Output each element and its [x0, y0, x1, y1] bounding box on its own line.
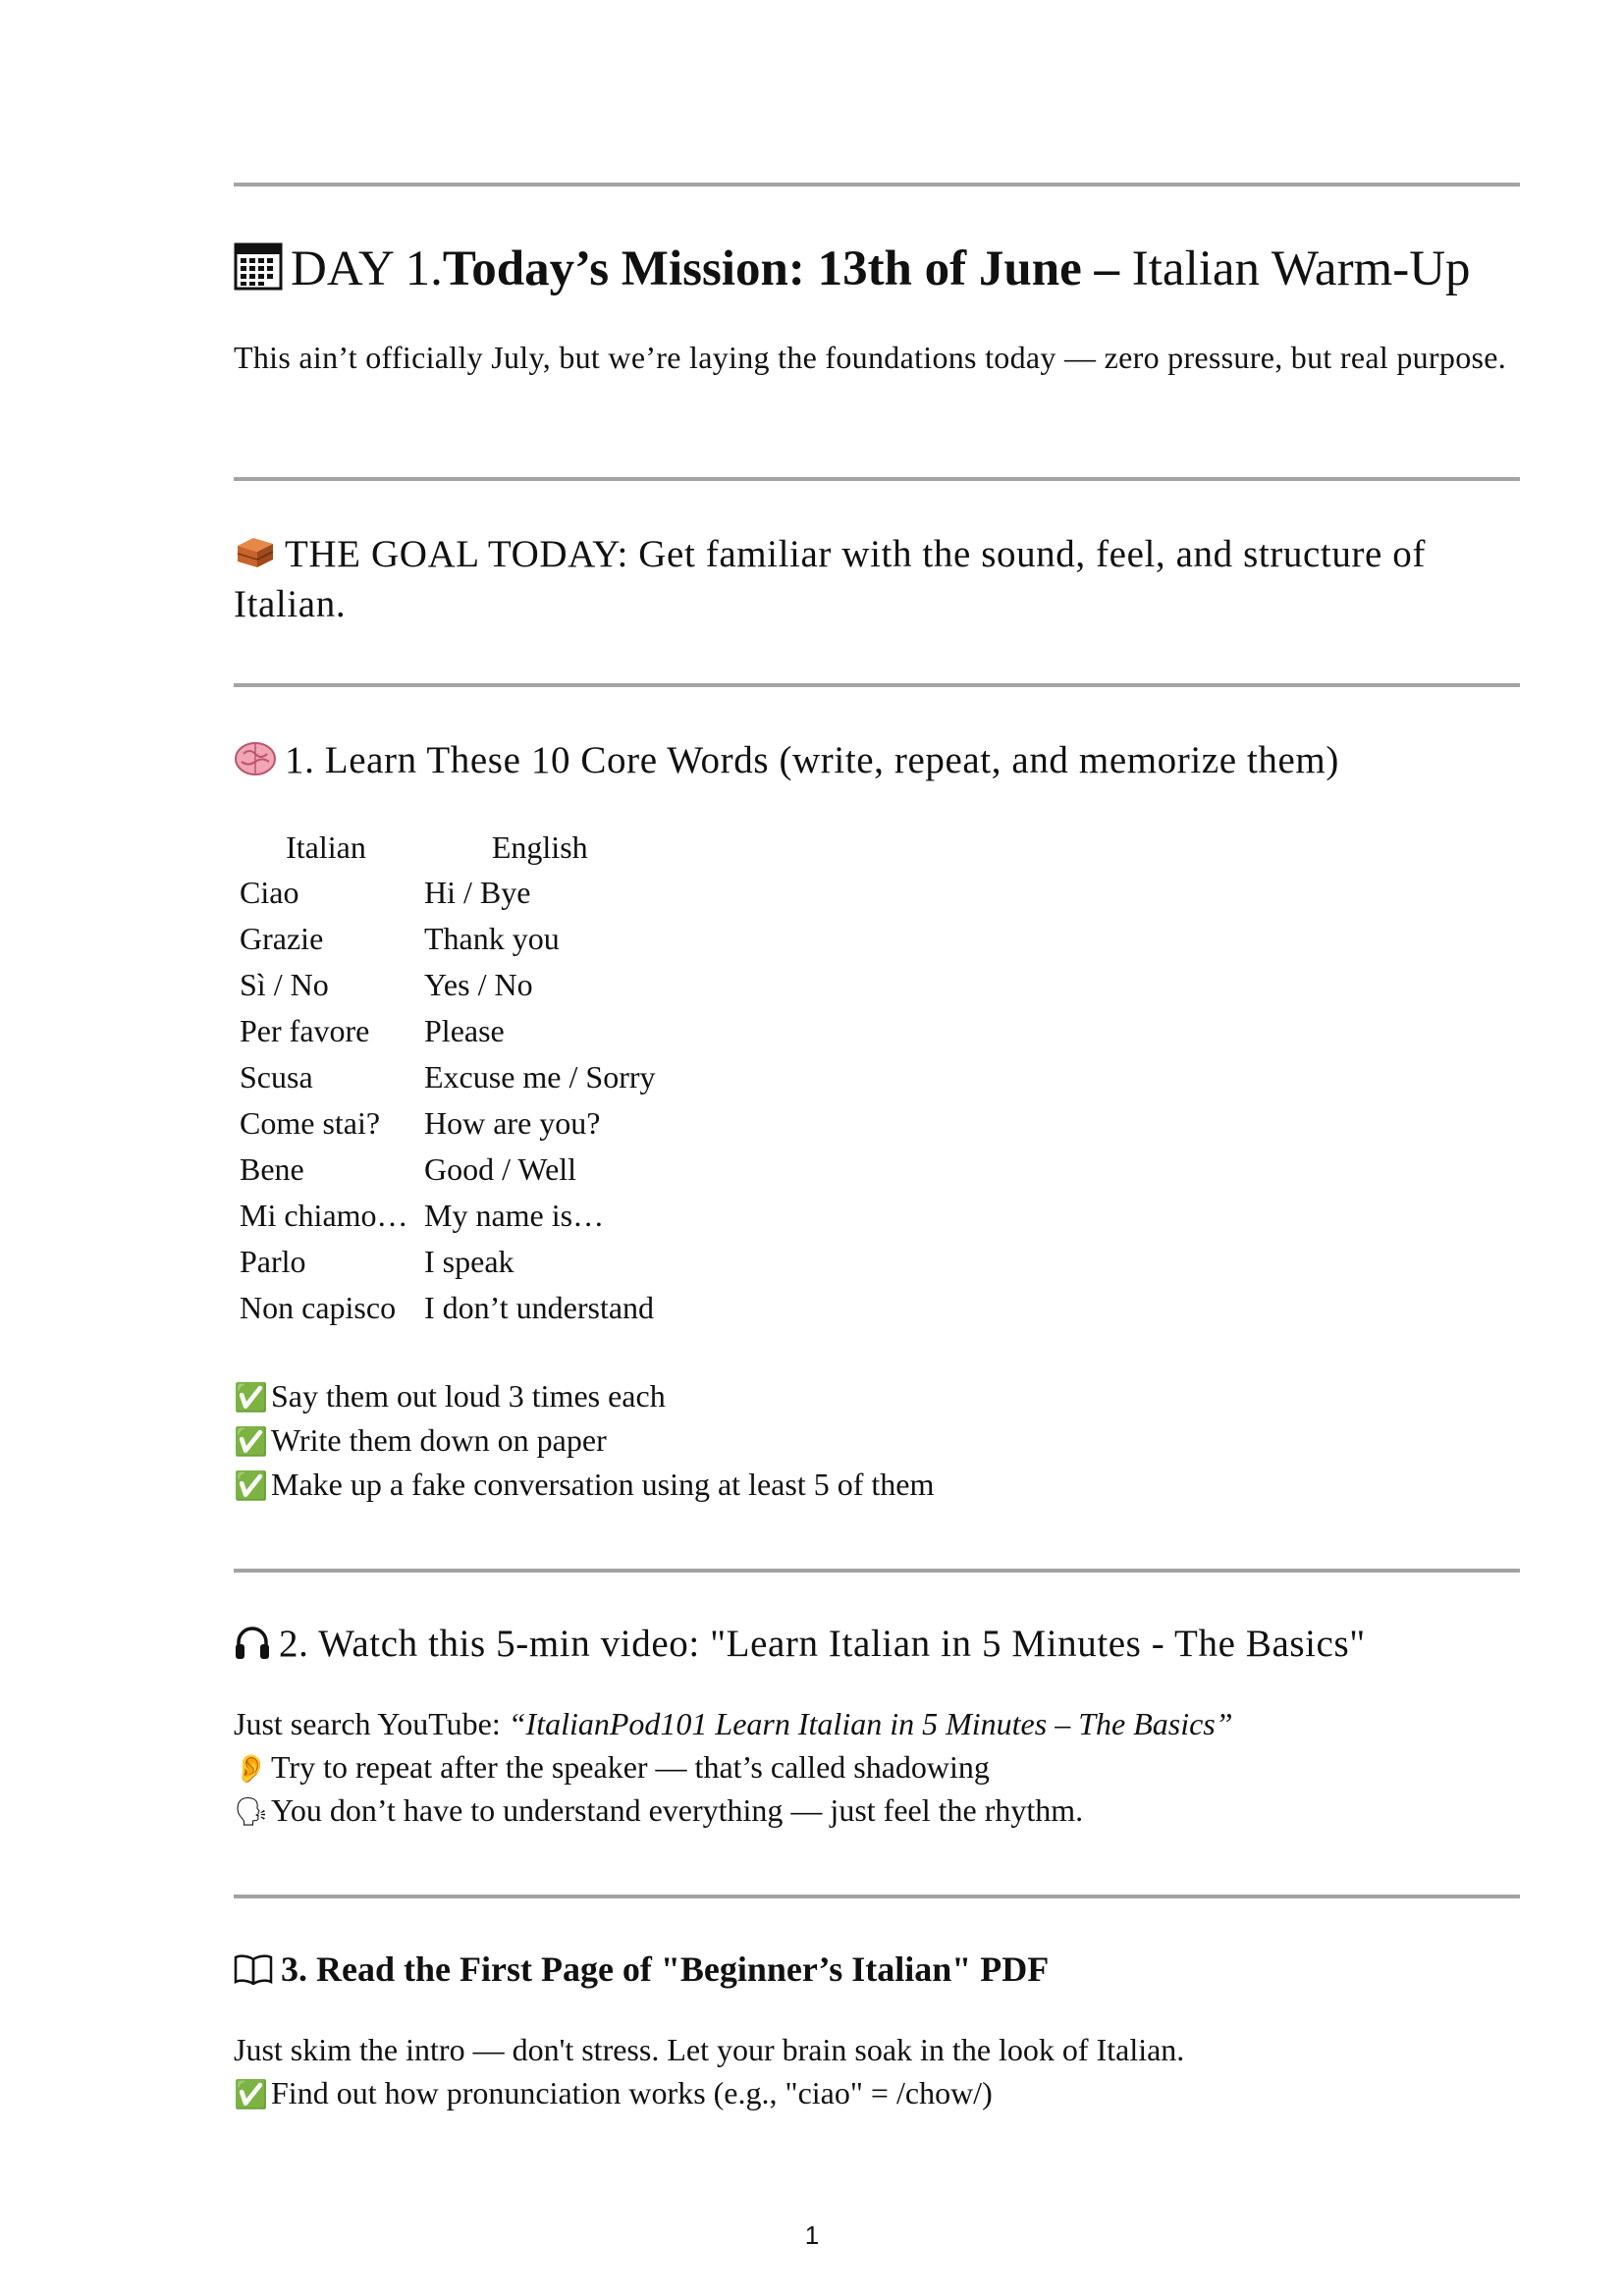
divider	[234, 477, 1520, 481]
table-row	[234, 1100, 662, 1147]
english-word: Good / Well	[424, 1151, 577, 1187]
english-word: My name is…	[424, 1198, 605, 1233]
section3-text: Just skim the intro — don't stress. Let your brain soak in the look of Italian.	[234, 2032, 1185, 2067]
table-row	[234, 1008, 662, 1054]
page-title	[234, 240, 1471, 304]
tip-text: You don’t have to understand everything — just feel the rhythm.	[271, 1792, 1084, 1828]
check-item	[234, 1463, 934, 1508]
check-text: Say them out loud 3 times each	[271, 1378, 666, 1414]
table-row	[234, 1285, 662, 1331]
day-label: DAY 1.	[291, 241, 443, 296]
column-header-english: English	[491, 828, 588, 865]
italian-word: Scusa	[240, 1059, 313, 1095]
section3-title: 3. Read the First Page of "Beginner’s Italian" PDF	[281, 1949, 1050, 1989]
headphones-icon	[234, 1624, 271, 1672]
table-row	[234, 916, 662, 962]
divider	[234, 683, 1520, 687]
goal-heading	[234, 532, 1520, 627]
open-book-icon	[234, 1951, 273, 1995]
document-page	[234, 0, 1520, 2296]
english-word: Yes / No	[424, 967, 533, 1002]
column-header-italian: Italian	[286, 828, 366, 865]
english-word: How are you?	[424, 1105, 601, 1141]
goal-text: THE GOAL TODAY: Get familiar with the sound, feel, and structure of Italian.	[234, 533, 1426, 625]
tip-item	[234, 1789, 1083, 1834]
table-row	[234, 1239, 662, 1285]
search-query: “ItalianPod101 Learn Italian in 5 Minutes – The Basics”	[508, 1706, 1233, 1741]
italian-word: Grazie	[240, 921, 324, 956]
check-item	[234, 1374, 666, 1419]
table-header-row	[234, 825, 662, 870]
section2-title: 2. Watch this 5-min video: "Learn Italian in 5 Minutes - The Basics"	[279, 1623, 1366, 1665]
speaking-head-icon: 🗣	[234, 1795, 269, 1828]
italian-word: Per favore	[240, 1013, 370, 1048]
checkmark-icon: ✅	[234, 1381, 268, 1414]
section1-title: 1. Learn These 10 Core Words (write, repeat, and memorize them)	[285, 739, 1339, 781]
ear-icon: 👂	[234, 1752, 268, 1785]
table-row	[234, 962, 662, 1008]
italian-word: Bene	[240, 1151, 304, 1187]
divider	[234, 183, 1520, 187]
tip-item	[234, 1745, 990, 1790]
checkmark-icon: ✅	[234, 1425, 268, 1458]
tip-text: Try to repeat after the speaker — that’s called shadowing	[271, 1749, 990, 1785]
vocabulary-table	[234, 825, 662, 1331]
english-word: Excuse me / Sorry	[424, 1059, 656, 1095]
check-item	[234, 2071, 993, 2116]
italian-word: Parlo	[240, 1244, 306, 1279]
english-word: I don’t understand	[424, 1290, 655, 1325]
brick-icon	[234, 534, 277, 582]
search-prefix: Just search YouTube:	[234, 1706, 509, 1741]
italian-word: Mi chiamo…	[240, 1198, 408, 1233]
checkmark-icon: ✅	[234, 1469, 268, 1502]
checkmark-icon: ✅	[234, 2078, 268, 2110]
intro-text: This ain’t officially July, but we’re laying the foundations today — zero pressure, but real purpose.	[234, 340, 1507, 375]
mission-title: Today’s Mission: 13th of June –	[442, 241, 1120, 296]
section1-heading	[234, 738, 1339, 788]
table-row	[234, 1147, 662, 1193]
brain-icon	[234, 740, 277, 788]
calendar-icon	[234, 241, 283, 304]
mission-subtitle: Italian Warm-Up	[1119, 241, 1471, 296]
italian-word: Non capisco	[240, 1290, 397, 1325]
check-text: Find out how pronunciation works (e.g., "ciao" = /chow/)	[271, 2075, 993, 2110]
table-row	[234, 1054, 662, 1100]
italian-word: Come stai?	[240, 1105, 381, 1141]
table-row	[234, 870, 662, 916]
italian-word: Ciao	[240, 875, 299, 910]
check-text: Make up a fake conversation using at least 5 of them	[271, 1467, 935, 1502]
table-row	[234, 1193, 662, 1239]
check-text: Write them down on paper	[271, 1422, 607, 1458]
check-item	[234, 1418, 607, 1464]
english-word: Hi / Bye	[424, 875, 531, 910]
page-number: 1	[804, 2220, 820, 2250]
divider	[234, 1895, 1520, 1898]
section3-heading	[234, 1948, 1049, 1995]
section2-heading	[234, 1622, 1366, 1672]
divider	[234, 1569, 1520, 1573]
english-word: Thank you	[424, 921, 560, 956]
search-instruction	[234, 1702, 1233, 1745]
english-word: Please	[424, 1013, 505, 1048]
italian-word: Sì / No	[240, 967, 329, 1002]
english-word: I speak	[424, 1244, 514, 1279]
